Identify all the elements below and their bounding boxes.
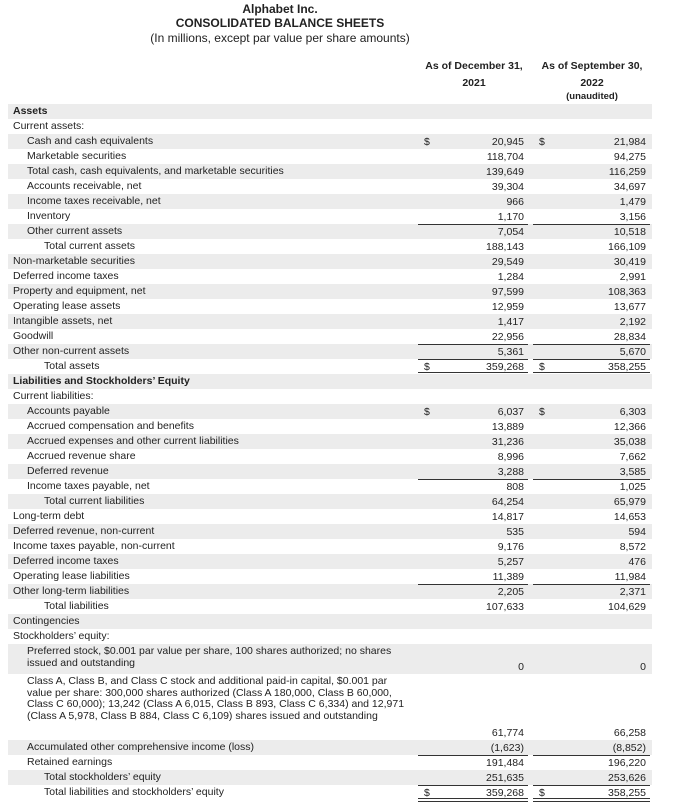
table-row xyxy=(0,494,682,509)
row-label: Contingencies xyxy=(13,615,80,627)
column-header-2022-line1: As of September 30, xyxy=(541,60,643,72)
value-2022: 253,626 xyxy=(608,772,646,784)
table-row xyxy=(0,149,682,164)
table-row xyxy=(0,785,682,800)
row-label: Marketable securities xyxy=(27,150,127,162)
value-2021: 64,254 xyxy=(491,496,524,508)
value-2022: 166,109 xyxy=(608,241,646,253)
value-2021: 12,959 xyxy=(491,301,524,313)
table-row xyxy=(0,569,682,584)
value-2021: 14,817 xyxy=(491,511,524,523)
row-label: Operating lease liabilities xyxy=(13,570,130,582)
value-2022: 34,697 xyxy=(613,181,646,193)
value-2022: 1,479 xyxy=(619,196,646,208)
subtotal-rule xyxy=(418,344,528,345)
table-row xyxy=(0,119,682,134)
value-2021: 2,205 xyxy=(497,586,524,598)
value-2021: 188,143 xyxy=(486,241,524,253)
column-header-2022-line2: 2022 xyxy=(580,77,604,89)
subtotal-rule xyxy=(533,584,650,585)
value-2021: 1,284 xyxy=(497,271,524,283)
row-label: Deferred revenue, non-current xyxy=(13,525,155,537)
row-label: Current assets: xyxy=(13,120,85,132)
subtotal-rule xyxy=(533,359,650,360)
table-row xyxy=(0,479,682,494)
currency-symbol: $ xyxy=(424,136,430,148)
table-row xyxy=(0,344,682,359)
row-label: Income taxes receivable, net xyxy=(27,195,161,207)
table-row xyxy=(0,104,682,119)
table-row xyxy=(0,134,682,149)
value-2021: 1,170 xyxy=(497,211,524,223)
subtotal-rule xyxy=(418,755,528,756)
value-2021: 3,288 xyxy=(497,466,524,478)
subtotal-rule xyxy=(418,785,528,786)
table-row xyxy=(0,389,682,404)
table-row xyxy=(0,614,682,629)
row-label: Deferred income taxes xyxy=(13,555,119,567)
value-2022: 12,366 xyxy=(613,421,646,433)
table-row xyxy=(0,584,682,599)
table-row xyxy=(0,599,682,614)
table-row xyxy=(0,194,682,209)
value-2021: 31,236 xyxy=(491,436,524,448)
table-row xyxy=(0,299,682,314)
row-label: Income taxes payable, non-current xyxy=(13,540,175,552)
table-row xyxy=(0,554,682,569)
value-2021: 6,037 xyxy=(497,406,524,418)
row-label: Total liabilities and stockholders’ equity xyxy=(44,786,224,798)
currency-symbol: $ xyxy=(539,406,545,418)
row-label: Accrued revenue share xyxy=(27,450,136,462)
value-2021: 251,635 xyxy=(486,772,524,784)
row-label: Other non-current assets xyxy=(13,345,130,357)
table-row xyxy=(0,269,682,284)
value-2022: 30,419 xyxy=(613,256,646,268)
table-row xyxy=(0,629,682,644)
value-2022: 358,255 xyxy=(608,787,646,799)
subtotal-rule xyxy=(418,359,528,360)
value-2022: 11,984 xyxy=(614,571,646,583)
value-2022: 94,275 xyxy=(613,151,646,163)
value-2022: 358,255 xyxy=(608,361,646,373)
value-2022: 2,192 xyxy=(619,316,646,328)
row-label: Preferred stock, $0.001 par value per share, 100 shares authorized; no shares issued and outstanding xyxy=(27,645,392,669)
value-2021: 966 xyxy=(506,196,524,208)
row-label: Total cash, cash equivalents, and marketable securities xyxy=(27,165,284,177)
value-2021: 5,257 xyxy=(497,556,524,568)
row-label: Current liabilities: xyxy=(13,390,94,402)
subtotal-rule xyxy=(418,584,528,585)
table-row xyxy=(0,329,682,344)
row-label: Long-term debt xyxy=(13,510,85,522)
subtotal-rule xyxy=(533,755,650,756)
row-label: Accumulated other comprehensive income (loss) xyxy=(27,741,255,753)
subtotal-rule xyxy=(533,479,650,480)
value-2021: 39,304 xyxy=(491,181,524,193)
value-2021: 61,774 xyxy=(491,727,524,739)
value-2021: 139,649 xyxy=(486,166,524,178)
total-double-rule xyxy=(533,798,650,802)
unaudited-note: (unaudited) xyxy=(566,91,618,102)
value-2022: 6,303 xyxy=(619,406,646,418)
row-label: Total liabilities xyxy=(44,600,109,612)
value-2022: 108,363 xyxy=(608,286,646,298)
subtotal-rule xyxy=(418,479,528,480)
value-2022: 5,670 xyxy=(619,346,646,358)
row-label: Operating lease assets xyxy=(13,300,121,312)
value-2021: 0 xyxy=(518,661,524,673)
row-label: Total assets xyxy=(44,360,100,372)
currency-symbol: $ xyxy=(424,361,430,373)
row-label: Other current assets xyxy=(27,225,123,237)
value-2021: 359,268 xyxy=(486,361,524,373)
currency-symbol: $ xyxy=(424,406,430,418)
table-row xyxy=(0,644,682,674)
value-2022: 8,572 xyxy=(619,541,646,553)
table-row xyxy=(0,164,682,179)
row-label: Accounts payable xyxy=(27,405,110,417)
value-2022: 13,677 xyxy=(613,301,646,313)
value-2022: 116,259 xyxy=(608,166,646,178)
row-label: Liabilities and Stockholders’ Equity xyxy=(13,375,190,387)
value-2021: 11,389 xyxy=(492,571,524,583)
value-2022: 14,653 xyxy=(613,511,646,523)
table-row xyxy=(0,224,682,239)
value-2022: 2,991 xyxy=(619,271,646,283)
value-2021: 191,484 xyxy=(486,757,524,769)
value-2022: 3,156 xyxy=(619,211,646,223)
row-label: Total current assets xyxy=(44,240,136,252)
currency-symbol: $ xyxy=(539,136,545,148)
value-2022: 35,038 xyxy=(613,436,646,448)
row-label: Total current liabilities xyxy=(44,495,145,507)
subtotal-rule xyxy=(533,785,650,786)
table-row xyxy=(0,539,682,554)
table-row xyxy=(0,770,682,785)
statement-subtitle: (In millions, except par value per share amounts) xyxy=(150,31,410,45)
table-row xyxy=(0,314,682,329)
table-row xyxy=(0,374,682,389)
value-2022: 1,025 xyxy=(619,481,646,493)
value-2022: 104,629 xyxy=(608,601,646,613)
value-2021: 107,633 xyxy=(486,601,524,613)
value-2021: 359,268 xyxy=(486,787,524,799)
value-2022: 66,258 xyxy=(613,727,646,739)
column-header-2021-line1: As of December 31, xyxy=(425,60,523,72)
currency-symbol: $ xyxy=(539,787,545,799)
value-2021: 5,361 xyxy=(497,346,524,358)
value-2022: 21,984 xyxy=(613,136,646,148)
value-2021: 1,417 xyxy=(497,316,524,328)
table-row xyxy=(0,254,682,269)
value-2022: 2,371 xyxy=(619,586,646,598)
row-label: Income taxes payable, net xyxy=(27,480,150,492)
table-row xyxy=(0,419,682,434)
value-2021: (1,623) xyxy=(490,742,524,754)
table-row xyxy=(0,755,682,770)
value-2021: 9,176 xyxy=(497,541,524,553)
value-2021: 535 xyxy=(506,526,524,538)
value-2022: 196,220 xyxy=(608,757,646,769)
value-2021: 8,996 xyxy=(497,451,524,463)
table-row xyxy=(0,740,682,755)
row-label: Non-marketable securities xyxy=(13,255,135,267)
value-2021: 20,945 xyxy=(491,136,524,148)
table-row xyxy=(0,284,682,299)
table-row xyxy=(0,209,682,224)
table-row xyxy=(0,239,682,254)
value-2022: 7,662 xyxy=(619,451,646,463)
subtotal-rule xyxy=(533,224,650,225)
value-2021: 13,889 xyxy=(491,421,524,433)
table-row xyxy=(0,434,682,449)
table-row xyxy=(0,464,682,479)
row-label: Goodwill xyxy=(13,330,54,342)
table-row xyxy=(0,179,682,194)
table-row xyxy=(0,404,682,419)
value-2021: 29,549 xyxy=(491,256,524,268)
value-2022: 476 xyxy=(628,556,646,568)
row-label: Other long-term liabilities xyxy=(13,585,130,597)
row-label: Intangible assets, net xyxy=(13,315,113,327)
value-2021: 808 xyxy=(506,481,524,493)
value-2022: (8,852) xyxy=(612,742,646,754)
statement-title: CONSOLIDATED BALANCE SHEETS xyxy=(175,16,385,30)
row-label: Class A, Class B, and Class C stock and additional paid-in capital, $0.001 par value per share: 300,000 shares authorized (Class A 180,000, Class B 60,000, Class C 60,000); 13,242 (Class A 6,015, Class B 893, Class C 6,334) and 12,971 (Class A 5,978, Class B 884, Class C 6,109) shares issued and outstanding xyxy=(27,675,405,722)
row-label: Accrued expenses and other current liabilities xyxy=(27,435,239,447)
value-2022: 10,518 xyxy=(613,226,646,238)
row-label: Total stockholders’ equity xyxy=(44,771,161,783)
table-row xyxy=(0,359,682,374)
total-double-rule xyxy=(418,798,528,802)
row-label: Deferred revenue xyxy=(27,465,109,477)
row-label: Cash and cash equivalents xyxy=(27,135,154,147)
row-label: Deferred income taxes xyxy=(13,270,119,282)
table-row xyxy=(0,509,682,524)
value-2022: 594 xyxy=(628,526,646,538)
value-2022: 28,834 xyxy=(613,331,646,343)
row-label: Property and equipment, net xyxy=(13,285,146,297)
row-label: Accrued compensation and benefits xyxy=(27,420,194,432)
value-2021: 118,704 xyxy=(486,151,524,163)
value-2022: 0 xyxy=(640,661,646,673)
subtotal-rule xyxy=(418,224,528,225)
row-label: Inventory xyxy=(27,210,71,222)
currency-symbol: $ xyxy=(424,787,430,799)
value-2021: 7,054 xyxy=(497,226,524,238)
row-label: Assets xyxy=(13,105,48,117)
table-row xyxy=(0,524,682,539)
value-2021: 97,599 xyxy=(491,286,524,298)
row-label: Stockholders’ equity: xyxy=(13,630,110,642)
table-row xyxy=(0,674,682,740)
row-label: Accounts receivable, net xyxy=(27,180,142,192)
company-name: Alphabet Inc. xyxy=(242,2,318,16)
column-header-2021-line2: 2021 xyxy=(462,77,486,89)
subtotal-rule xyxy=(533,344,650,345)
table-row xyxy=(0,449,682,464)
value-2022: 65,979 xyxy=(613,496,646,508)
currency-symbol: $ xyxy=(539,361,545,373)
value-2021: 22,956 xyxy=(491,331,524,343)
row-label: Retained earnings xyxy=(27,756,113,768)
value-2022: 3,585 xyxy=(619,466,646,478)
